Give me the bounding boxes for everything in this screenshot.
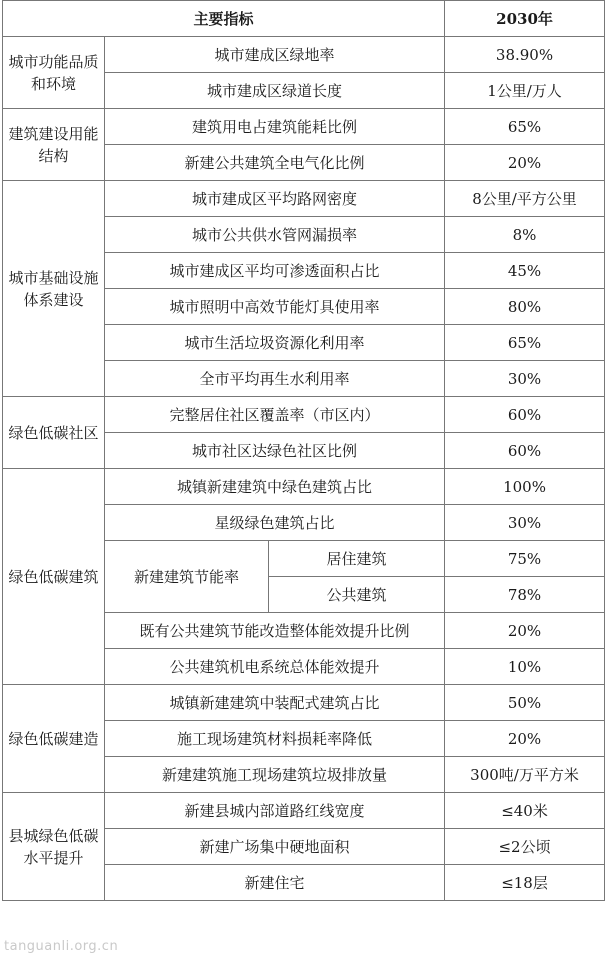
value-cell: 60%	[445, 397, 605, 433]
indicator-cell: 城市公共供水管网漏损率	[105, 217, 445, 253]
indicator-cell: 建筑用电占建筑能耗比例	[105, 109, 445, 145]
value-cell: 75%	[445, 541, 605, 577]
sub-indicator-cell: 居住建筑	[269, 541, 445, 577]
value-cell: 20%	[445, 145, 605, 181]
sub-indicator-cell: 公共建筑	[269, 577, 445, 613]
value-cell: ≤18层	[445, 865, 605, 901]
category-cell: 城市基础设施体系建设	[3, 181, 105, 397]
value-cell: 65%	[445, 325, 605, 361]
category-cell: 城市功能品质和环境	[3, 37, 105, 109]
indicator-cell: 新建广场集中硬地面积	[105, 829, 445, 865]
value-cell: 20%	[445, 613, 605, 649]
indicator-cell: 新建公共建筑全电气化比例	[105, 145, 445, 181]
indicator-cell: 新建县城内部道路红线宽度	[105, 793, 445, 829]
indicator-cell: 既有公共建筑节能改造整体能效提升比例	[105, 613, 445, 649]
indicator-table	[2, 0, 605, 901]
table-row	[3, 397, 605, 433]
indicator-cell: 城镇新建建筑中装配式建筑占比	[105, 685, 445, 721]
value-cell: 38.90%	[445, 37, 605, 73]
category-cell: 绿色低碳社区	[3, 397, 105, 469]
category-cell: 建筑建设用能结构	[3, 109, 105, 181]
value-cell: 8%	[445, 217, 605, 253]
value-cell: ≤40米	[445, 793, 605, 829]
value-cell: ≤2公顷	[445, 829, 605, 865]
indicator-cell: 新建住宅	[105, 865, 445, 901]
indicator-cell: 城市社区达绿色社区比例	[105, 433, 445, 469]
value-cell: 45%	[445, 253, 605, 289]
indicator-cell: 完整居住社区覆盖率（市区内）	[105, 397, 445, 433]
table-row	[3, 37, 605, 73]
value-cell: 300吨/万平方米	[445, 757, 605, 793]
header-year: 2030年	[445, 1, 605, 37]
category-cell: 县城绿色低碳水平提升	[3, 793, 105, 901]
indicator-cell: 城市建成区平均路网密度	[105, 181, 445, 217]
value-cell: 30%	[445, 361, 605, 397]
category-cell: 绿色低碳建造	[3, 685, 105, 793]
value-cell: 65%	[445, 109, 605, 145]
value-cell: 10%	[445, 649, 605, 685]
indicator-cell: 新建建筑施工现场建筑垃圾排放量	[105, 757, 445, 793]
indicator-cell: 全市平均再生水利用率	[105, 361, 445, 397]
table-row	[3, 181, 605, 217]
indicator-cell: 公共建筑机电系统总体能效提升	[105, 649, 445, 685]
indicator-cell: 新建建筑节能率	[105, 541, 269, 613]
table-header-row	[3, 1, 605, 37]
value-cell: 1公里/万人	[445, 73, 605, 109]
value-cell: 100%	[445, 469, 605, 505]
indicator-cell: 城市建成区绿道长度	[105, 73, 445, 109]
indicator-cell: 城市建成区平均可渗透面积占比	[105, 253, 445, 289]
value-cell: 60%	[445, 433, 605, 469]
indicator-cell: 城市建成区绿地率	[105, 37, 445, 73]
value-cell: 50%	[445, 685, 605, 721]
indicator-cell: 城市照明中高效节能灯具使用率	[105, 289, 445, 325]
header-indicator: 主要指标	[3, 1, 445, 37]
indicator-cell: 城镇新建建筑中绿色建筑占比	[105, 469, 445, 505]
value-cell: 30%	[445, 505, 605, 541]
value-cell: 8公里/平方公里	[445, 181, 605, 217]
table-row	[3, 685, 605, 721]
value-cell: 80%	[445, 289, 605, 325]
indicator-cell: 星级绿色建筑占比	[105, 505, 445, 541]
indicator-cell: 城市生活垃圾资源化利用率	[105, 325, 445, 361]
category-cell: 绿色低碳建筑	[3, 469, 105, 685]
watermark: tanguanli.org.cn	[4, 939, 119, 954]
value-cell: 20%	[445, 721, 605, 757]
value-cell: 78%	[445, 577, 605, 613]
table-row	[3, 109, 605, 145]
table-row	[3, 469, 605, 505]
indicator-cell: 施工现场建筑材料损耗率降低	[105, 721, 445, 757]
table-row	[3, 793, 605, 829]
